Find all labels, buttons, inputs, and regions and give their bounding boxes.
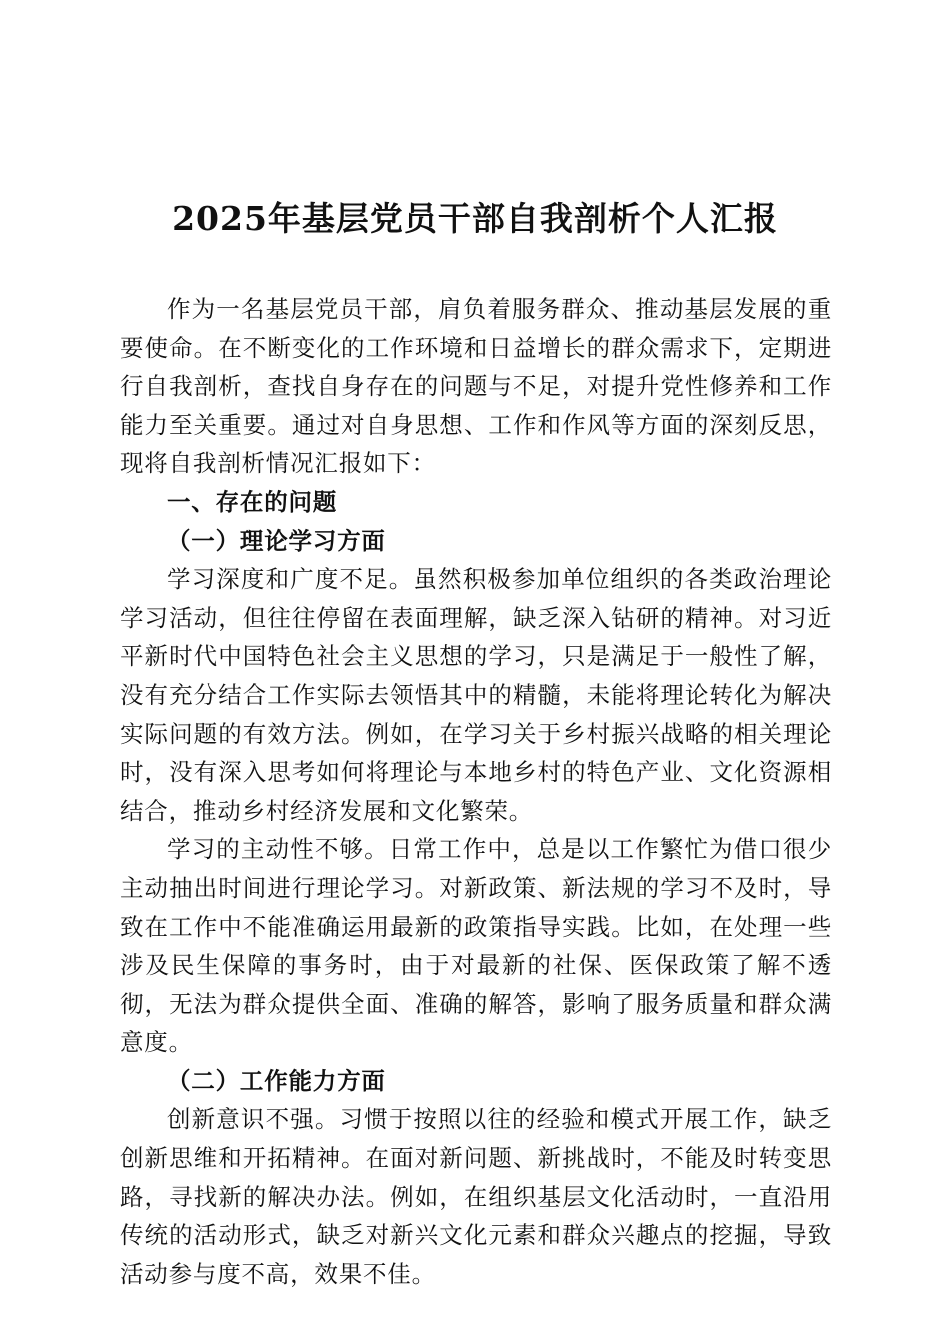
work-ability-paragraph-1: 创新意识不强。习惯于按照以往的经验和模式开展工作，缺乏创新思维和开拓精神。在面对新问题、新挑战时，不能及时转变思路，寻找新的解决办法。例如，在组织基层文化活动时，一直沿用传统的活动形式，缺乏对新兴文化元素和群众兴趣点的挖掘，导致活动参与度不高，效果不佳。: [120, 1105, 832, 1288]
document-title: 2025年基层党员干部自我剖析个人汇报: [172, 199, 778, 238]
subsection-heading-work-ability: （二）工作能力方面: [167, 1066, 386, 1095]
subsection-heading-theory-study: （一）理论学习方面: [167, 526, 386, 555]
theory-study-paragraph-1: 学习深度和广度不足。虽然积极参加单位组织的各类政治理论学习活动，但往往停留在表面理解，缺乏深入钻研的精神。对习近平新时代中国特色社会主义思想的学习，只是满足于一般性了解，没有充分结合工作实际去领悟其中的精髓，未能将理论转化为解决实际问题的有效方法。例如，在学习关于乡村振兴战略的相关理论时，没有深入思考如何将理论与本地乡村的特色产业、文化资源相结合，推动乡村经济发展和文化繁荣。: [120, 565, 832, 825]
section-heading-problems: 一、存在的问题: [167, 487, 338, 516]
document-body: [120, 290, 832, 1293]
intro-paragraph: 作为一名基层党员干部，肩负着服务群众、推动基层发展的重要使命。在不断变化的工作环境和日益增长的群众需求下，定期进行自我剖析，查找自身存在的问题与不足，对提升党性修养和工作能力至关重要。通过对自身思想、工作和作风等方面的深刻反思，现将自我剖析情况汇报如下：: [120, 295, 832, 478]
theory-study-paragraph-2: 学习的主动性不够。日常工作中，总是以工作繁忙为借口很少主动抽出时间进行理论学习。对新政策、新法规的学习不及时，导致在工作中不能准确运用最新的政策指导实践。比如，在处理一些涉及民生保障的事务时，由于对最新的社保、医保政策了解不透彻，无法为群众提供全面、准确的解答，影响了服务质量和群众满意度。: [120, 835, 832, 1057]
